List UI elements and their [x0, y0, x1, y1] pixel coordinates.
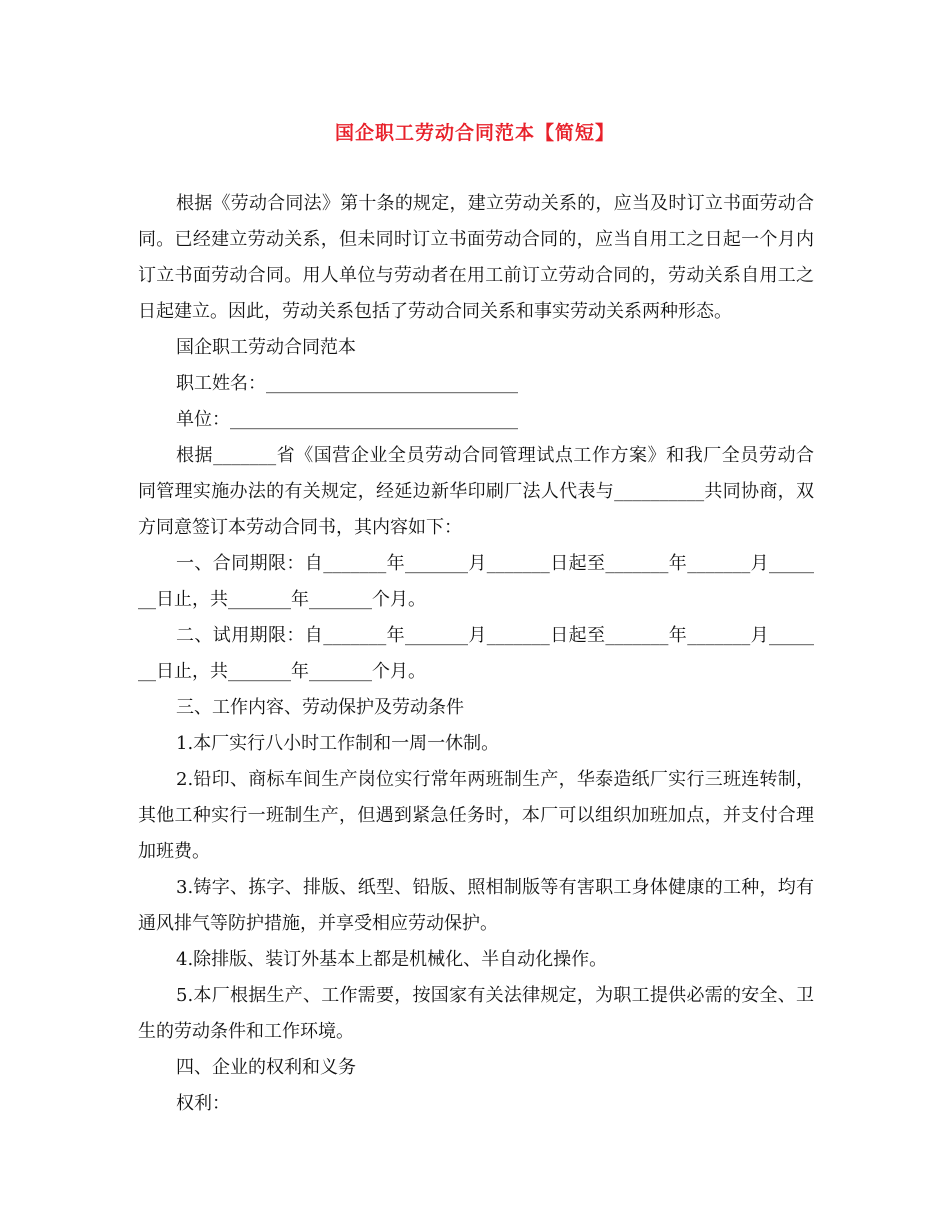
paragraph-item-4: 4.除排版、装订外基本上都是机械化、半自动化操作。	[176, 949, 608, 970]
paragraph-contract-term: 一、合同期限：自_______年_______月_______日起至_______年_______月_______日止，共_______年_______个月。	[138, 553, 814, 610]
paragraph-section-three-heading: 三、工作内容、劳动保护及劳动条件	[176, 697, 464, 718]
paragraph-employee-name: 职工姓名：____________________________	[176, 373, 518, 394]
paragraph-item-2: 2.铅印、商标车间生产岗位实行常年两班制生产，华泰造纸厂实行三班连转制，其他工种实行一班制生产，但遇到紧急任务时，本厂可以组织加班加点，并支付合理加班费。	[138, 769, 814, 862]
paragraph-section-four-heading: 四、企业的权利和义务	[176, 1057, 356, 1078]
paragraph-contract-template-heading: 国企职工劳动合同范本	[176, 337, 356, 358]
paragraph-item-1: 1.本厂实行八小时工作制和一周一休制。	[176, 733, 500, 754]
paragraph-rights-label: 权利：	[176, 1093, 230, 1114]
paragraph-item-3: 3.铸字、拣字、排版、纸型、铅版、照相制版等有害职工身体健康的工种，均有通风排气等防护措施，并享受相应劳动保护。	[138, 877, 814, 934]
paragraph-intro: 根据《劳动合同法》第十条的规定，建立劳动关系的，应当及时订立书面劳动合同。已经建立劳动关系，但未同时订立书面劳动合同的，应当自用工之日起一个月内订立书面劳动合同。用人单位与劳动者在用工前订立劳动合同的，劳动关系自用工之日起建立。因此，劳动关系包括了劳动合同关系和事实劳动关系两种形态。	[138, 193, 814, 322]
paragraph-probation-term: 二、试用期限：自_______年_______月_______日起至_______年_______月_______日止，共_______年_______个月。	[138, 625, 814, 682]
document-body	[138, 186, 814, 1122]
paragraph-employer-unit: 单位：________________________________	[176, 409, 518, 430]
paragraph-item-5: 5.本厂根据生产、工作需要，按国家有关法律规定，为职工提供必需的安全、卫生的劳动条件和工作环境。	[138, 985, 814, 1042]
paragraph-contract-basis: 根据_______省《国营企业全员劳动合同管理试点工作方案》和我厂全员劳动合同管理实施办法的有关规定，经延边新华印刷厂法人代表与__________共同协商，双方同意签订本劳动合同书，其内容如下：	[138, 445, 814, 538]
document-title: 国企职工劳动合同范本【简短】	[334, 122, 615, 144]
